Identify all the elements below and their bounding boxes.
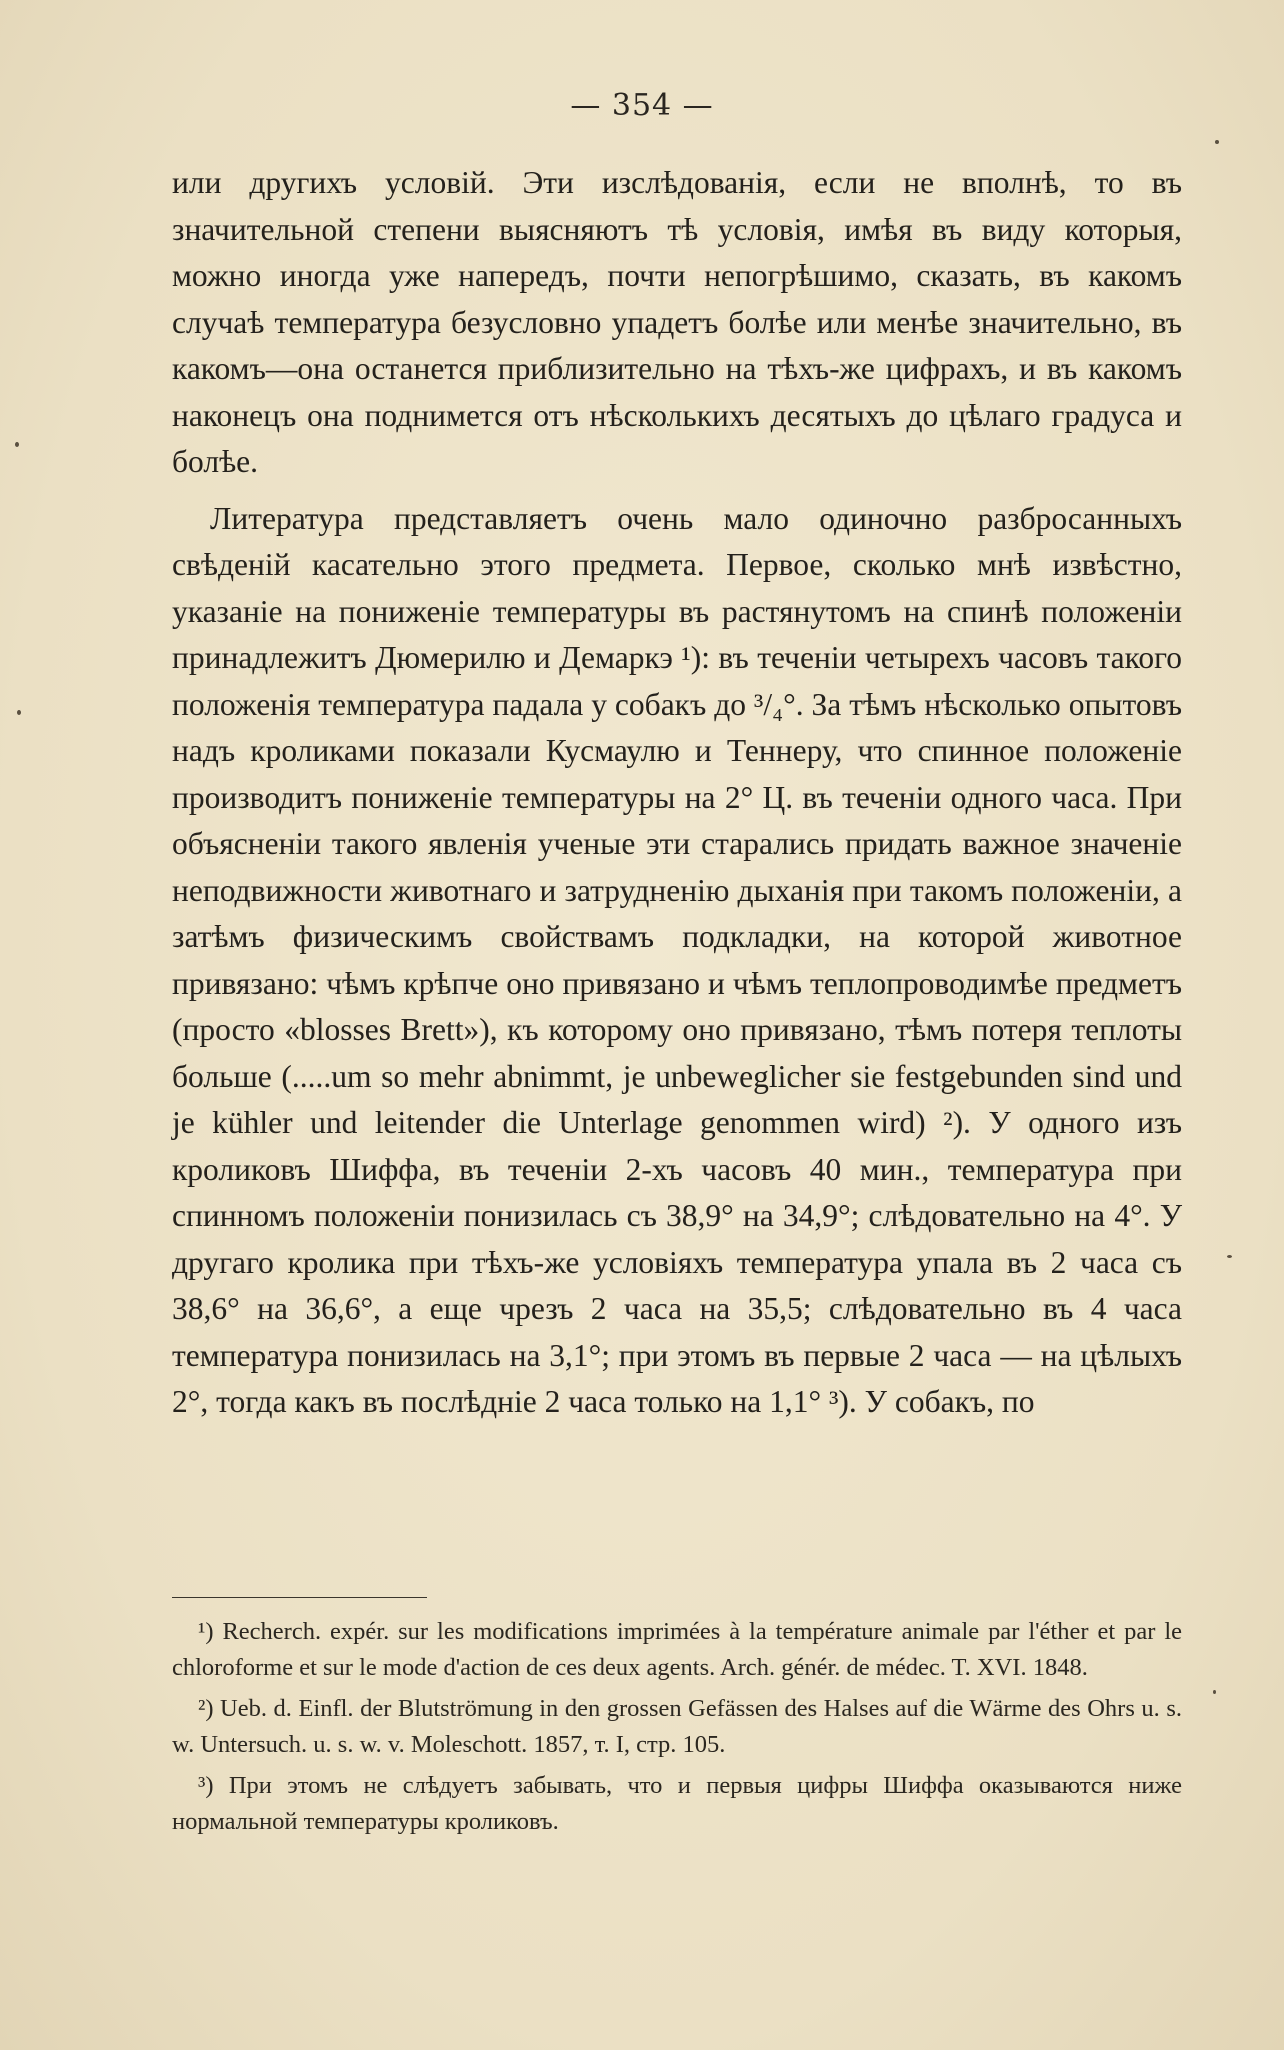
footnotes (172, 1614, 1182, 1845)
paper-speck (15, 442, 19, 447)
paper-speck (17, 710, 21, 715)
footnote: ¹) Recherch. expér. sur les modifications imprimées à la température animale par l'éther et par le chloroforme et sur le mode d'action de ces deux agents. Arch. génér. de médec. T. XVI. 1848. (172, 1618, 1182, 1681)
paper-speck (1215, 140, 1219, 144)
footnote-divider (172, 1597, 427, 1598)
paragraph: Литература представляетъ очень мало одиночно разбросанныхъ свѣденій касательно этого предмета. Первое, сколько мнѣ извѣстно, указаніе на пониженіе температуры въ растянутомъ на спинѣ положеніи принадлежитъ Дюмерилю и Демаркэ ¹): въ теченіи четырехъ часовъ такого положенія температура падала у собакъ до ³/₄°. За тѣмъ нѣсколько опытовъ надъ кроликами показали Кусмаулю и Теннеру, что спинное положеніе производитъ пониженіе температуры на 2° Ц. въ теченіи одного часа. При объясненіи такого явленія ученые эти старались придать важное значеніе неподвижности животнаго и затрудненію дыханія при такомъ положеніи, а затѣмъ физическимъ свойствамъ подкладки, на которой животное привязано: чѣмъ крѣпче оно привязано и чѣмъ теплопроводимѣе предметъ (просто «blosses Brett»), къ которому оно привязано, тѣмъ потеря теплоты больше (.....um so mehr abnimmt, je unbeweglicher sie festgebunden sind und je kühler und leitender die Unterlage genommen wird) ²). У одного изъ кроликовъ Шиффа, въ теченіи 2-хъ часовъ 40 мин., температура при спинномъ положеніи понизилась съ 38,9° на 34,9°; слѣдовательно на 4°. У другаго кролика при тѣхъ-же условіяхъ температура упала въ 2 часа съ 38,6° на 36,6°, а еще чрезъ 2 часа на 35,5; слѣдовательно въ 4 часа температура понизилась на 3,1°; при этомъ въ первые 2 часа — на цѣлыхъ 2°, тогда какъ въ послѣдніе 2 часа только на 1,1° ³). У собакъ, по (172, 500, 1182, 1419)
footnote: ³) При этомъ не слѣдуетъ забывать, что и первыя цифры Шиффа оказываются ниже нормальной температуры кроликовъ. (172, 1772, 1182, 1835)
paper-speck (1227, 1255, 1232, 1258)
page-number: — 354 — (570, 88, 714, 123)
main-text (172, 160, 1182, 1426)
footnote: ²) Ueb. d. Einfl. der Blutströmung in den grossen Gefässen des Halses auf die Wärme des Ohrs u. s. w. Untersuch. u. s. w. v. Moleschott. 1857, т. I, стр. 105. (172, 1695, 1182, 1758)
paper-speck (1213, 1690, 1216, 1694)
paragraph: или другихъ условій. Эти изслѣдованія, если не вполнѣ, то въ значительной степени выясняютъ тѣ условія, имѣя въ виду которыя, можно иногда уже напередъ, почти непогрѣшимо, сказать, въ какомъ случаѣ температура безусловно упадетъ болѣе или менѣе значительно, въ какомъ—она останется приблизительно на тѣхъ-же цифрахъ, и въ какомъ наконецъ она поднимется отъ нѣсколькихъ десятыхъ до цѣлаго градуса и болѣе. (172, 165, 1182, 479)
